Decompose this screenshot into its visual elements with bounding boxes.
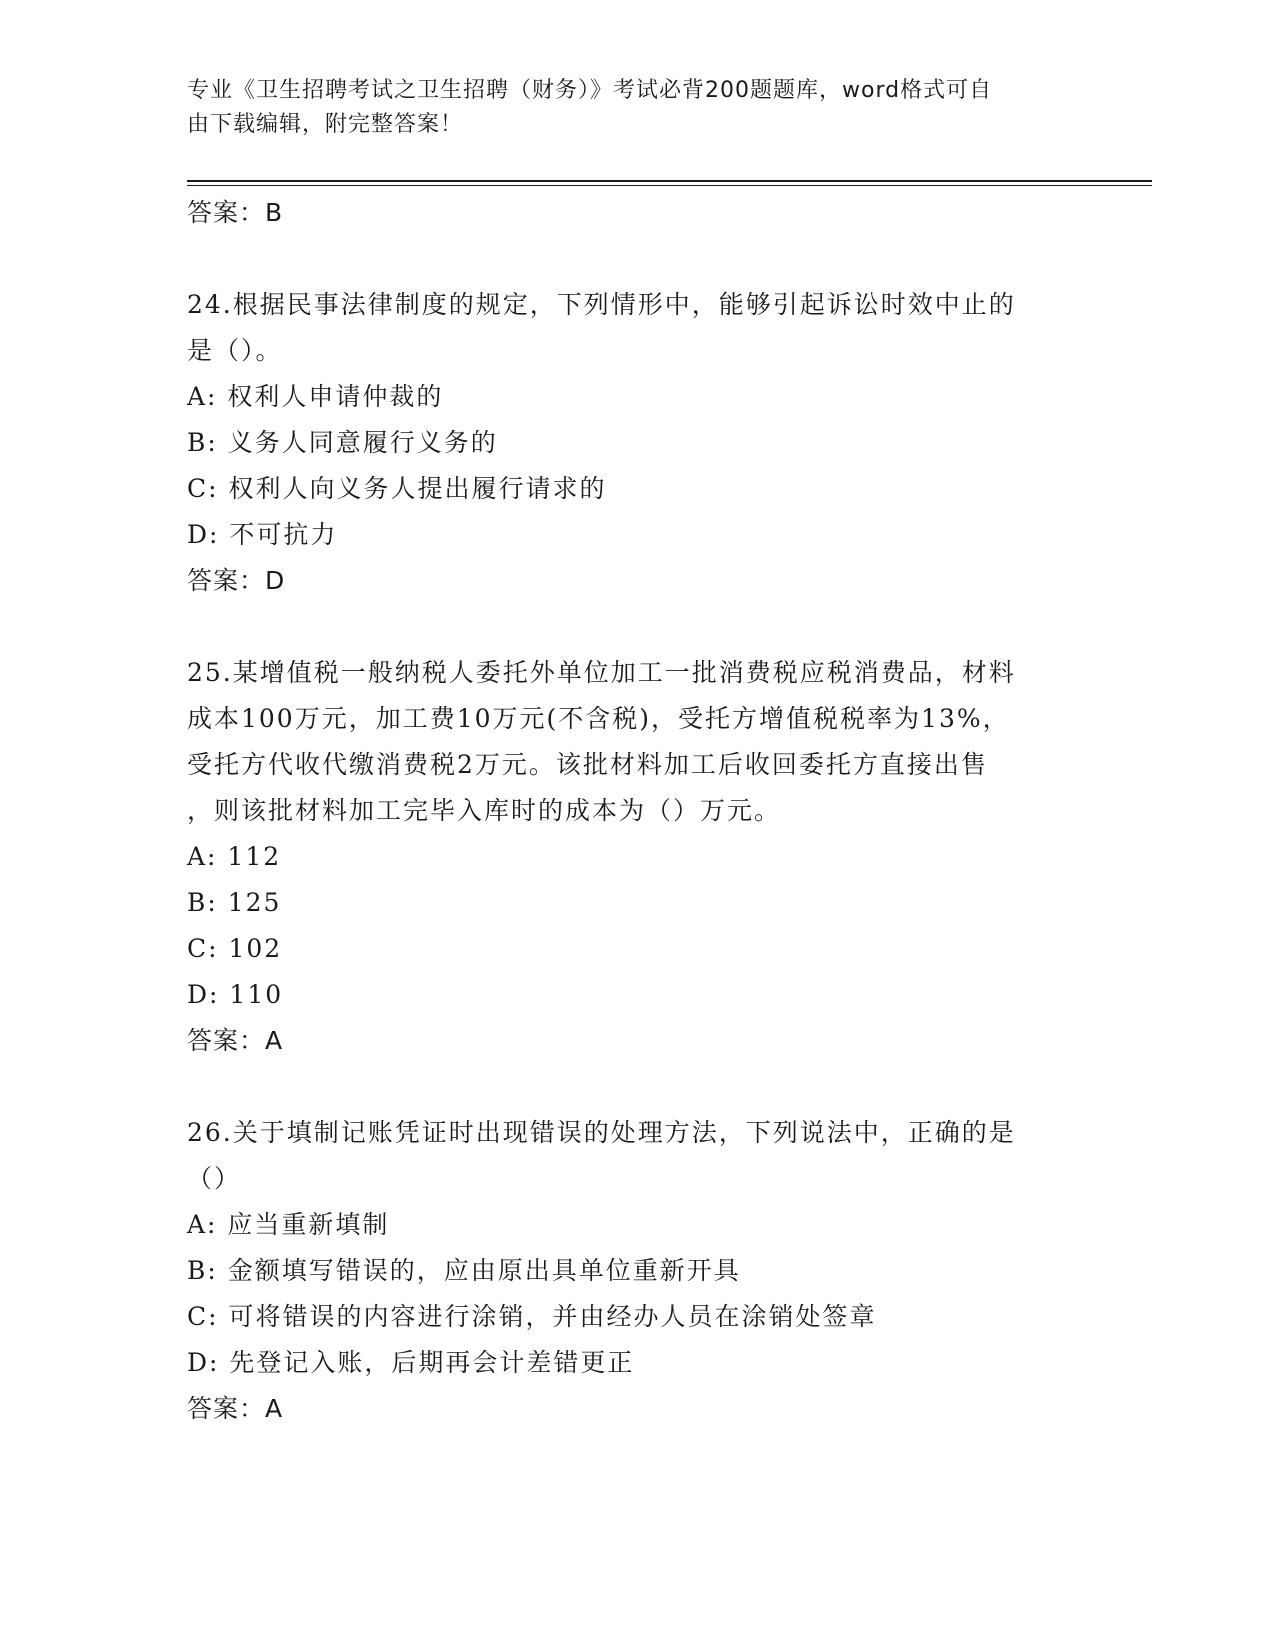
question-block [187, 282, 1087, 604]
option-c: C: 可将错误的内容进行涂销，并由经办人员在涂销处签章 [187, 1302, 877, 1331]
question-text-line: 25.某增值税一般纳税人委托外单位加工一批消费税应税消费品，材料 [187, 658, 1016, 687]
question-text-line: 24.根据民事法律制度的规定，下列情形中，能够引起诉讼时效中止的 [187, 290, 1016, 319]
option-b: B: 义务人同意履行义务的 [187, 428, 498, 457]
option-a: A: 权利人申请仲裁的 [187, 382, 444, 411]
option-d: D: 不可抗力 [187, 520, 338, 549]
answer-line: 答案：A [187, 1394, 284, 1423]
question-text-line: （） [187, 1164, 242, 1193]
question-text-line: 受托方代收代缴消费税2万元。该批材料加工后收回委托方直接出售 [187, 750, 988, 779]
option-c: C: 102 [187, 934, 283, 963]
header-line-2: 由下载编辑，附完整答案！ [187, 112, 464, 137]
header-line-1: 专业《卫生招聘考试之卫生招聘（财务）》考试必背200题题库，word格式可自 [187, 78, 993, 103]
question-text-line: ，则该批材料加工完毕入库时的成本为（）万元。 [187, 796, 782, 825]
option-d: D: 先登记入账，后期再会计差错更正 [187, 1348, 635, 1377]
document-body [187, 190, 1087, 1432]
option-c: C: 权利人向义务人提出履行请求的 [187, 474, 607, 503]
spacer [187, 1064, 1087, 1110]
answer-line: 答案：D [187, 566, 286, 595]
spacer [187, 604, 1087, 650]
option-a: A: 112 [187, 842, 282, 871]
header-rule [187, 180, 1152, 182]
option-b: B: 金额填写错误的，应由原出具单位重新开具 [187, 1256, 741, 1285]
question-block [187, 1110, 1087, 1432]
option-d: D: 110 [187, 980, 284, 1009]
question-text-line: 是（）。 [187, 336, 283, 365]
question-text-line: 26.关于填制记账凭证时出现错误的处理方法，下列说法中，正确的是 [187, 1118, 1016, 1147]
page-header [187, 74, 1067, 142]
option-b: B: 125 [187, 888, 282, 917]
answer-line: 答案：B [187, 198, 284, 227]
spacer [187, 236, 1087, 282]
question-text-line: 成本100万元，加工费10万元(不含税)，受托方增值税税率为13%， [187, 704, 1010, 733]
question-block [187, 650, 1087, 1064]
answer-line: 答案：A [187, 1026, 284, 1055]
header-rule-thin [187, 185, 1152, 186]
option-a: A: 应当重新填制 [187, 1210, 390, 1239]
